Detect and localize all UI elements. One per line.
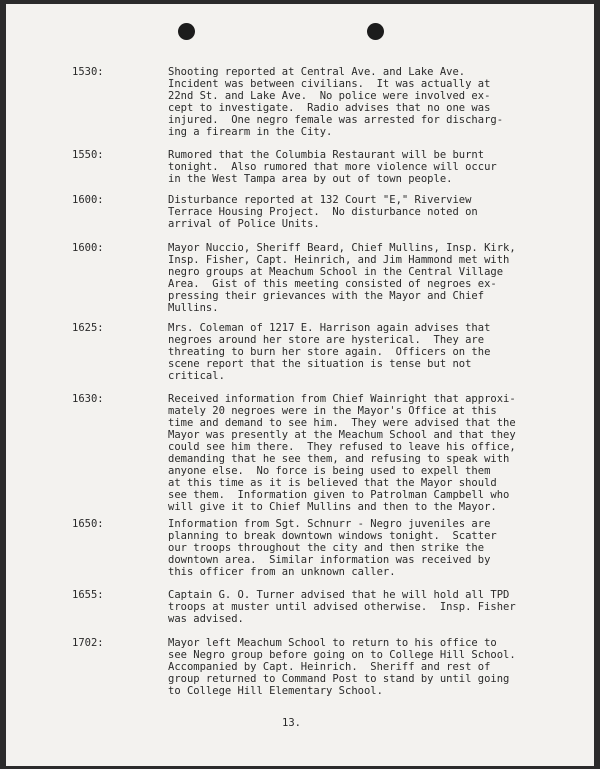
- entry-text-line: Terrace Housing Project. No disturbance noted on: [168, 206, 478, 218]
- entry-text-line: Mayor was presently at the Meachum School and that they: [168, 429, 516, 441]
- entry-time: 1600:: [72, 242, 104, 254]
- entry-text-line: this officer from an unknown caller.: [168, 566, 396, 578]
- entry-text-line: Insp. Fisher, Capt. Heinrich, and Jim Hammond met with: [168, 254, 510, 266]
- entry-text-line: at this time as it is believed that the Mayor should: [168, 477, 497, 489]
- entry-text-line: Mayor left Meachum School to return to his office to: [168, 637, 497, 649]
- entry-text-line: planning to break downtown windows tonight. Scatter: [168, 530, 497, 542]
- entry-text-line: Rumored that the Columbia Restaurant will be burnt: [168, 149, 485, 161]
- entry-text-line: negroes around her store are hysterical. They are: [168, 334, 485, 346]
- entry-time: 1630:: [72, 393, 104, 405]
- entry-text-line: Mayor Nuccio, Sheriff Beard, Chief Mullins, Insp. Kirk,: [168, 242, 516, 254]
- entry-text-line: Disturbance reported at 132 Court "E," Riverview: [168, 194, 472, 206]
- punch-hole-right: [367, 23, 384, 40]
- entry-text-line: 22nd St. and Lake Ave. No police were involved ex-: [168, 90, 491, 102]
- entry-text-line: Received information from Chief Wainright that approxi-: [168, 393, 516, 405]
- entry-text-line: Accompanied by Capt. Heinrich. Sheriff and rest of: [168, 661, 491, 673]
- entry-text-line: see Negro group before going on to College Hill School.: [168, 649, 516, 661]
- entry-text-line: could see him there. They refused to leave his office,: [168, 441, 516, 453]
- entry-text-line: demanding that he see them, and refusing to speak with: [168, 453, 510, 465]
- entry-text-line: injured. One negro female was arrested for discharg-: [168, 114, 504, 126]
- entry-time: 1625:: [72, 322, 104, 334]
- entry-text-line: to College Hill Elementary School.: [168, 685, 383, 697]
- entry-text-line: Area. Gist of this meeting consisted of negroes ex-: [168, 278, 497, 290]
- entry-text: [168, 242, 578, 314]
- entry-text-line: mately 20 negroes were in the Mayor's Office at this: [168, 405, 497, 417]
- entry-text-line: see them. Information given to Patrolman Campbell who: [168, 489, 510, 501]
- entry-text-line: Mrs. Coleman of 1217 E. Harrison again advises that: [168, 322, 491, 334]
- entry-text-line: critical.: [168, 370, 225, 382]
- entry-text-line: Captain G. O. Turner advised that he will hold all TPD: [168, 589, 510, 601]
- entry-text: [168, 589, 578, 625]
- entry-time: 1530:: [72, 66, 104, 78]
- entry-text-line: pressing their grievances with the Mayor and Chief: [168, 290, 485, 302]
- entry-text-line: Incident was between civilians. It was actually at: [168, 78, 491, 90]
- entry-text-line: our troops throughout the city and then strike the: [168, 542, 485, 554]
- entry-text-line: in the West Tampa area by out of town people.: [168, 173, 453, 185]
- entry-text-line: negro groups at Meachum School in the Central Village: [168, 266, 504, 278]
- punch-hole-left: [178, 23, 195, 40]
- entry-text-line: troops at muster until advised otherwise. Insp. Fisher: [168, 601, 516, 613]
- entry-text-line: time and demand to see him. They were advised that the: [168, 417, 516, 429]
- entry-text: [168, 194, 578, 230]
- entry-text-line: will give it to Chief Mullins and then to the Mayor.: [168, 501, 497, 513]
- entry-text: [168, 518, 578, 578]
- entry-text-line: arrival of Police Units.: [168, 218, 320, 230]
- entry-text-line: tonight. Also rumored that more violence will occur: [168, 161, 497, 173]
- entry-text-line: Mullins.: [168, 302, 219, 314]
- entry-text: [168, 393, 578, 513]
- entry-time: 1655:: [72, 589, 104, 601]
- entry-text-line: group returned to Command Post to stand by until going: [168, 673, 510, 685]
- entry-time: 1702:: [72, 637, 104, 649]
- entry-text-line: Shooting reported at Central Ave. and Lake Ave.: [168, 66, 466, 78]
- entry-time: 1650:: [72, 518, 104, 530]
- entry-time: 1550:: [72, 149, 104, 161]
- entry-text-line: Information from Sgt. Schnurr - Negro juveniles are: [168, 518, 491, 530]
- entry-text-line: ing a firearm in the City.: [168, 126, 333, 138]
- document-page: [6, 4, 594, 766]
- entry-text-line: threating to burn her store again. Officers on the: [168, 346, 491, 358]
- entry-text: [168, 149, 578, 185]
- entry-text: [168, 66, 578, 138]
- entry-text-line: downtown area. Similar information was received by: [168, 554, 491, 566]
- entry-time: 1600:: [72, 194, 104, 206]
- page-number: 13.: [282, 717, 301, 729]
- entry-text: [168, 637, 578, 697]
- entry-text-line: anyone else. No force is being used to expell them: [168, 465, 491, 477]
- entry-text: [168, 322, 578, 382]
- entry-text-line: cept to investigate. Radio advises that no one was: [168, 102, 491, 114]
- entry-text-line: scene report that the situation is tense but not: [168, 358, 472, 370]
- entry-text-line: was advised.: [168, 613, 244, 625]
